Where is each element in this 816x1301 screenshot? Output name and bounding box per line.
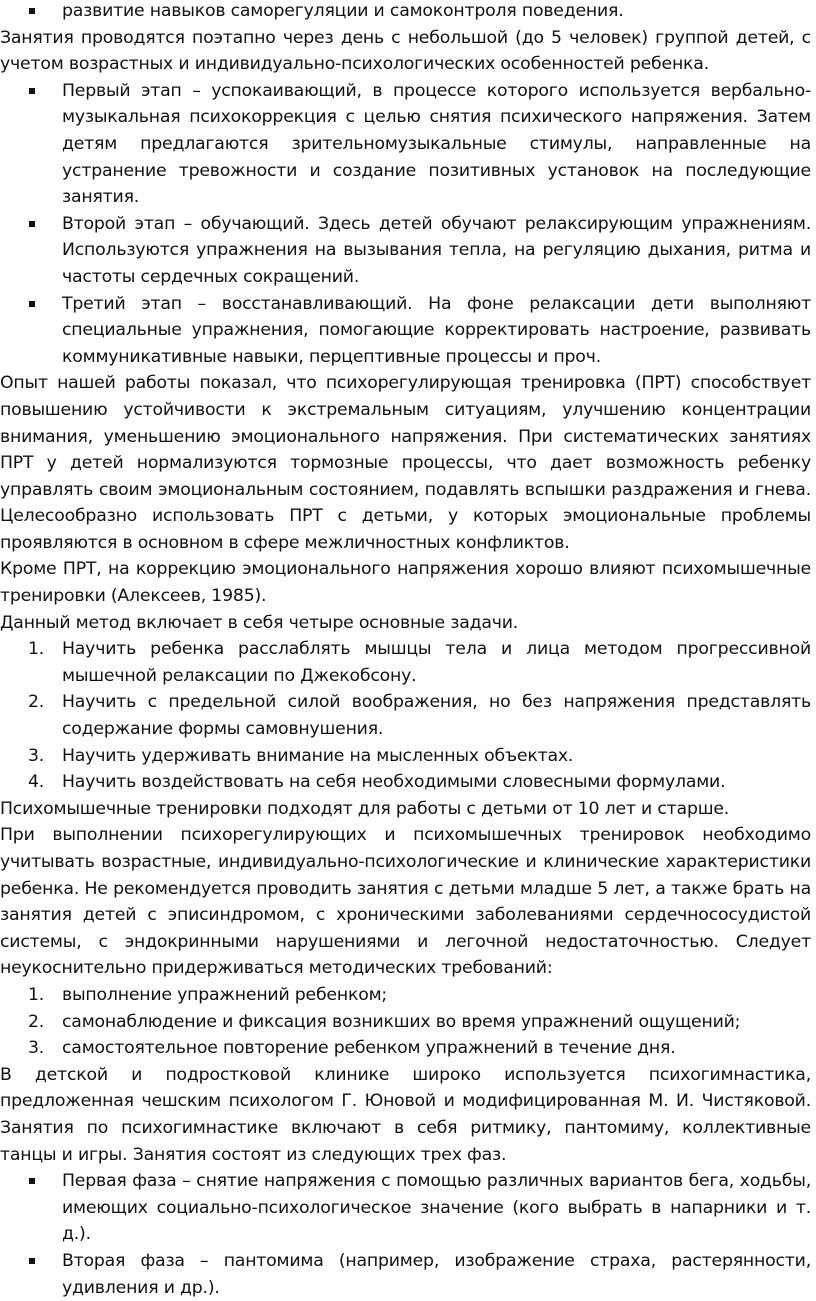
square-bullet-icon <box>29 1258 35 1264</box>
list-item <box>0 0 811 25</box>
list-item <box>0 743 811 770</box>
tasks-list <box>0 636 811 796</box>
list-item-text: Научить ребенка расслаблять мышцы тела и лица методом прогрессивной мышечной релаксации по Джекобсону. <box>62 639 811 686</box>
paragraph: Психомышечные тренировки подходят для работы с детьми от 10 лет и старше. <box>0 798 730 819</box>
paragraph: В детской и подростковой клинике широко используется психогимнастика, предложенная чешским психологом Г. Юновой и модифицированная М. И. Чистяковой. Занятия по психогимнастике включают в себя ритмику, пантомиму, коллективные танцы и игры. Занятия состоят из следующих трех фаз. <box>0 1064 811 1165</box>
paragraph: Кроме ПРТ, на коррекцию эмоционального напряжения хорошо влияют психомышечные тренировки (Алексеев, 1985). <box>0 559 811 607</box>
list-item <box>0 689 811 742</box>
list-item <box>0 291 811 371</box>
goals-list <box>0 0 811 25</box>
list-number: 1. <box>28 984 45 1005</box>
list-item <box>0 1168 811 1248</box>
paragraph: Опыт нашей работы показал, что психорегулирующая тренировка (ПРТ) способствует повышению устойчивости к экстремальным ситуациям, улучшению концентрации внимания, уменьшению эмоционального напряжения. При систематических занятиях ПРТ у детей нормализуются тормозные процессы, что дает возможность ребенку управлять своим эмоциональным состоянием, подавлять вспышки раздражения и гнева. Целесообразно использовать ПРТ с детьми, у которых эмоциональные проблемы проявляются в основном в сфере межличностных конфликтов. <box>0 373 811 553</box>
list-item-text: Второй этап – обучающий. Здесь детей обучают релаксирующим упражнениям. Используются упражнения на вызывания тепла, на регуляцию дыхания, ритма и частоты сердечных сокращений. <box>62 213 811 287</box>
list-number: 4. <box>28 772 45 793</box>
square-bullet-icon <box>29 1178 35 1184</box>
square-bullet-icon <box>29 301 35 307</box>
square-bullet-icon <box>29 88 35 94</box>
list-item-text: самостоятельное повторение ребенком упражнений в течение дня. <box>62 1038 676 1059</box>
list-item <box>0 636 811 689</box>
list-item-text: Научить воздействовать на себя необходимыми словесными формулами. <box>62 772 726 793</box>
list-item-text: Вторая фаза – пантомима (например, изображение страха, растерянности, удивления и др.). <box>62 1250 811 1298</box>
requirements-list <box>0 982 811 1062</box>
list-item-text: развитие навыков саморегуляции и самоконтроля поведения. <box>62 1 624 21</box>
list-item <box>0 1248 811 1301</box>
square-bullet-icon <box>29 8 35 14</box>
list-item <box>0 78 811 211</box>
list-item <box>0 769 811 796</box>
list-item-text: Третий этап – восстанавливающий. На фоне релаксации дети выполняют специальные упражнения, помогающие корректировать настроение, развивать коммуникативные навыки, перцептивные процессы и проч. <box>62 293 811 367</box>
list-number: 3. <box>28 745 45 766</box>
list-item <box>0 1009 811 1036</box>
square-bullet-icon <box>29 221 35 227</box>
list-item-text: Первая фаза – снятие напряжения с помощью различных вариантов бега, ходьбы, имеющих социально-психологическое значение (кого выбрать в напарники и т. д.). <box>62 1171 811 1245</box>
list-item <box>0 1035 811 1062</box>
paragraph: Занятия проводятся поэтапно через день с небольшой (до 5 человек) группой детей, с учетом возрастных и индивидуально-психологических особенностей ребенка. <box>0 27 811 75</box>
list-item-text: Первый этап – успокаивающий, в процессе которого используется вербально-музыкальная психокоррекция с целью снятия психического напряжения. Затем детям предлагаются зрительномузыкальные стимулы, направленные на устранение тревожности и создание позитивных установок на последующие занятия. <box>62 80 811 208</box>
list-item <box>0 211 811 291</box>
list-number: 2. <box>28 1011 45 1032</box>
stages-list <box>0 78 811 371</box>
paragraph: При выполнении психорегулирующих и психомышечных тренировок необходимо учитывать возрастные, индивидуально-психологические и клинические характеристики ребенка. Не рекомендуется проводить занятия с детьми младше 5 лет, а также брать на занятия детей с эписиндромом, с хроническими заболеваниями сердечнососудистой системы, с эндокринными нарушениями и легочной недостаточностью. Следует неукоснительно придерживаться методических требований: <box>0 825 811 979</box>
list-number: 3. <box>28 1038 45 1059</box>
list-number: 2. <box>28 692 45 713</box>
list-item-text: выполнение упражнений ребенком; <box>62 984 388 1005</box>
list-number: 1. <box>28 639 45 660</box>
phases-list <box>0 1168 811 1301</box>
list-item-text: Научить удерживать внимание на мысленных объектах. <box>62 745 574 766</box>
list-item <box>0 982 811 1009</box>
paragraph: Данный метод включает в себя четыре основные задачи. <box>0 612 519 633</box>
list-item-text: самонаблюдение и фиксация возникших во время упражнений ощущений; <box>62 1011 741 1032</box>
list-item-text: Научить с предельной силой воображения, но без напряжения представлять содержание формы самовнушения. <box>62 692 811 740</box>
